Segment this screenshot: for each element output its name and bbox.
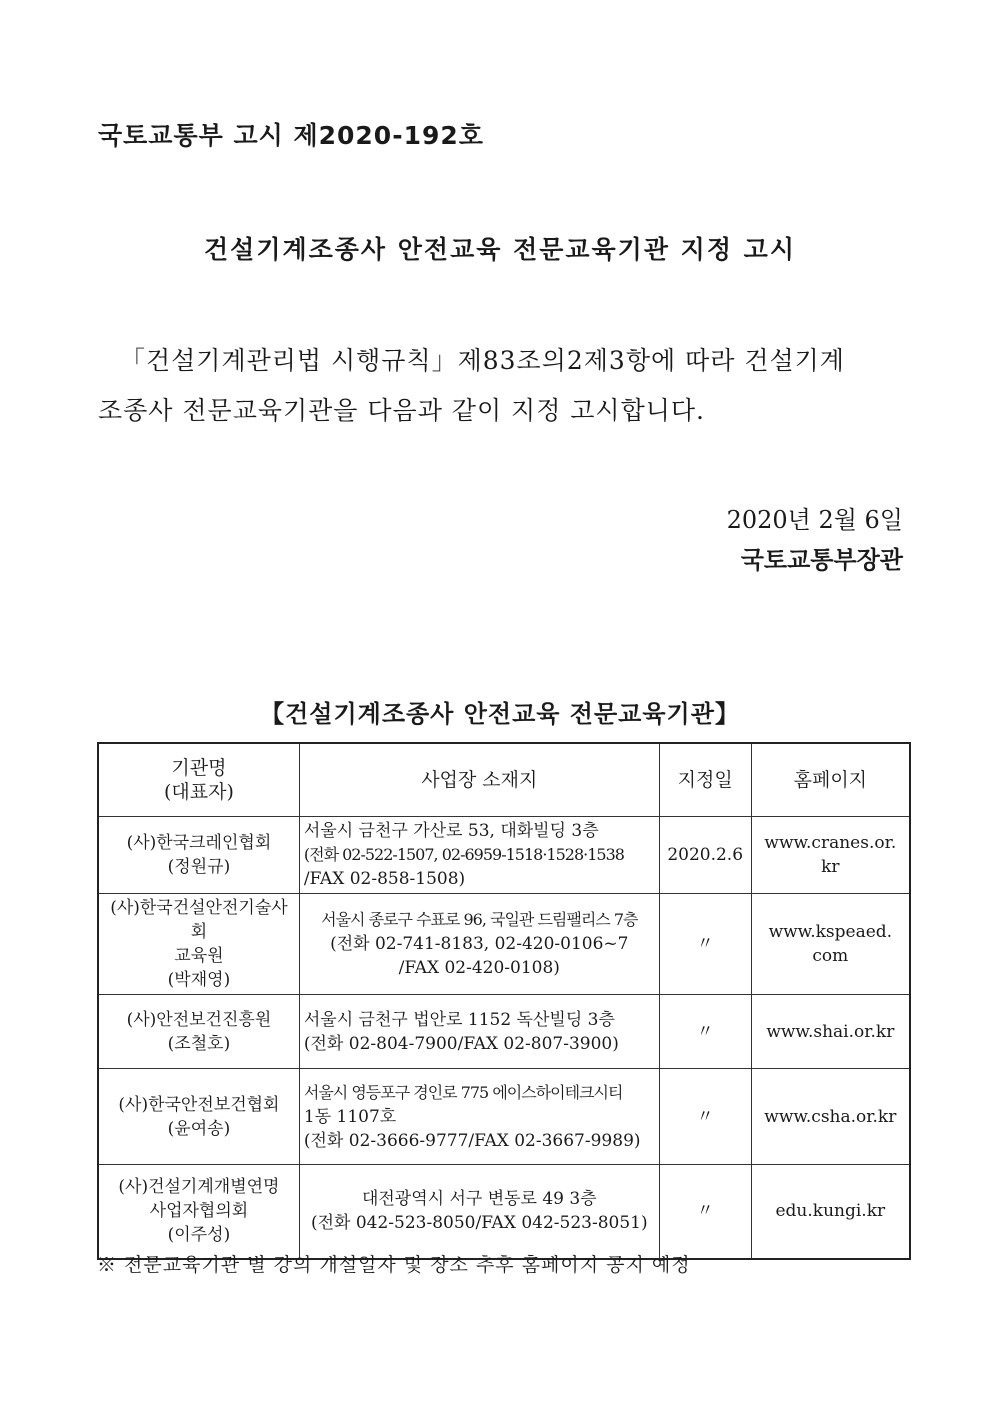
institution-name: (사)건설기계개별연명 <box>118 1177 280 1198</box>
institution-name: (사)한국안전보건협회 <box>118 1094 280 1115</box>
representative: (정원규) <box>167 857 231 877</box>
phone-line: (전화 02-522-1507, 02-6959-1518·1528·1538 <box>303 845 624 864</box>
homepage-link-continued[interactable]: kr <box>821 857 840 877</box>
institution-name-cell <box>98 1069 299 1165</box>
homepage-link-continued[interactable]: com <box>812 946 849 966</box>
address-line: 서울시 영등포구 경인로 775 에이스하이테크시티 <box>303 1082 623 1102</box>
table-row <box>98 1069 910 1165</box>
phone-fax-line: (전화 02-804-7900/FAX 02-807-3900) <box>303 1033 619 1054</box>
homepage-link[interactable]: edu.kungi.kr <box>775 1201 886 1222</box>
homepage-cell <box>751 995 910 1069</box>
document-title: 건설기계조종사 안전교육 전문교육기관 지정 고시 <box>204 235 796 264</box>
fax-line: /FAX 02-420-0108) <box>398 958 560 978</box>
body-paragraph-line-2: 조종사 전문교육기관을 다음과 같이 지정 고시합니다. <box>98 396 705 425</box>
homepage-cell <box>751 894 910 995</box>
table-row <box>98 1165 910 1259</box>
designation-date-cell: 〃 <box>659 1165 751 1259</box>
designation-date-cell: 〃 <box>659 1069 751 1165</box>
address-line: 서울시 금천구 법안로 1152 독산빌딩 3층 <box>303 1009 615 1030</box>
address-line: 서울시 금천구 가산로 53, 대화빌딩 3층 <box>303 821 599 841</box>
address-cell <box>299 1069 659 1165</box>
homepage-link[interactable]: www.cranes.or. <box>764 833 897 853</box>
table-header-row <box>98 743 910 817</box>
table-row <box>98 995 910 1069</box>
body-paragraph-line-1: 「건설기계관리법 시행규칙」제83조의2제3항에 따라 건설기계 <box>120 346 845 375</box>
institutions-table <box>97 742 911 1260</box>
header-name-line: 기관명 <box>171 757 227 779</box>
address-line: 대전광역시 서구 변동로 49 3층 <box>361 1189 597 1210</box>
designation-date-cell: 2020.2.6 <box>659 817 751 894</box>
designation-date-cell: 〃 <box>659 894 751 995</box>
phone-fax-line: (전화 042-523-8050/FAX 042-523-8051) <box>310 1213 648 1234</box>
institution-name-cell <box>98 817 299 894</box>
table-row <box>98 817 910 894</box>
address-cell <box>299 995 659 1069</box>
address-cell <box>299 894 659 995</box>
table-title: 【건설기계조종사 안전교육 전문교육기관】 <box>260 700 740 728</box>
homepage-cell <box>751 1069 910 1165</box>
institution-name-continued: 사업자협의회 <box>149 1201 249 1222</box>
institution-name-continued: 교육원 <box>174 946 224 966</box>
header-address: 사업장 소재지 <box>299 743 659 817</box>
representative: (이주성) <box>167 1225 231 1246</box>
designation-date-cell: 〃 <box>659 995 751 1069</box>
footnote: ※ 전문교육기관 별 강의 개설일자 및 장소 추후 홈페이지 공지 예정 <box>97 1254 691 1276</box>
address-line-continued: 1동 1107호 <box>303 1106 397 1127</box>
homepage-link[interactable]: www.csha.or.kr <box>764 1106 897 1127</box>
header-institution-name <box>98 743 299 817</box>
fax-line: /FAX 02-858-1508) <box>303 869 466 889</box>
address-cell <box>299 817 659 894</box>
notice-number: 국토교통부 고시 제2020-192호 <box>98 121 484 150</box>
homepage-cell <box>751 817 910 894</box>
issue-date: 2020년 2월 6일 <box>726 506 903 534</box>
header-representative-line: (대표자) <box>163 781 234 803</box>
homepage-link[interactable]: www.shai.or.kr <box>766 1021 895 1042</box>
phone-fax-line: (전화 02-3666-9777/FAX 02-3667-9989) <box>303 1130 641 1151</box>
institution-name: (사)한국크레인협회 <box>126 833 272 853</box>
homepage-cell <box>751 1165 910 1259</box>
header-designation-date: 지정일 <box>659 743 751 817</box>
representative: (윤여송) <box>167 1118 231 1139</box>
institution-name-cell <box>98 1165 299 1259</box>
address-line: 서울시 종로구 수표로 96, 국일관 드림팰리스 7층 <box>321 910 638 929</box>
homepage-link[interactable]: www.kspeaed. <box>768 922 893 942</box>
institution-name-cell <box>98 894 299 995</box>
representative: (박재영) <box>167 970 231 990</box>
institution-name: (사)한국건설안전기술사회 <box>110 898 288 942</box>
representative: (조철호) <box>167 1033 231 1054</box>
institution-name-cell <box>98 995 299 1069</box>
table-row <box>98 894 910 995</box>
institution-name: (사)안전보건진흥원 <box>126 1009 272 1030</box>
phone-line: (전화 02-741-8183, 02-420-0106~7 <box>330 934 629 954</box>
header-homepage: 홈페이지 <box>751 743 910 817</box>
address-cell <box>299 1165 659 1259</box>
issuer-name: 국토교통부장관 <box>740 546 903 574</box>
